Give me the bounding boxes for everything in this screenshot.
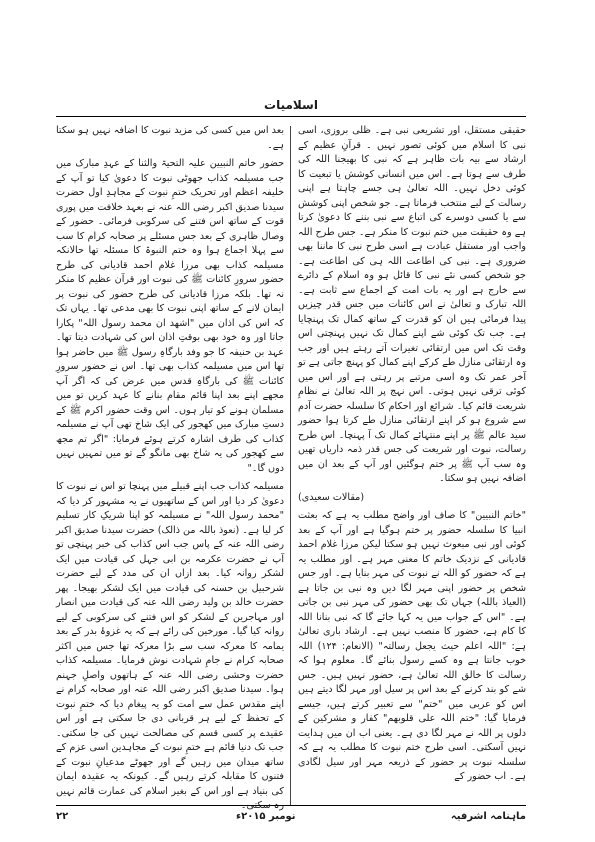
source-citation: (مقالات سعیدی) (298, 491, 365, 503)
right-paragraph-2: "خاتم النبیین" کا صاف اور واضح مطلب یہ ہے کہ بعثت انبیا کا سلسلہ حضور پر ختم ہوگیا ہے اور آپ کے بعد کوئی اور نبی مبعوث نہیں ہو سکتا لیکن مرزا غلام احمد قادیانی کے نزدیک خاتم کا معنی مہر ہے۔ اور مطلب یہ ہے کہ حضور کو اللہ نے نبوت کی مہر بنایا ہے۔ اور جس شخص پر حضور اپنی مہر لگا دیں وہ نبی بن جاتا ہے (العیاذ باللہ) جہاں تک بھی حضور کی مہر نبی بن جاتی ہے۔ "اس کے جواب میں یہ کہا جائے گا کہ نبی بنانا اللہ کا کام ہے، حضور کا منصب نہیں ہے۔ ارشاد باری تعالیٰ ہے: "اللہ اعلم حیث یجعل رسالتہ" (الانعام: ۱۲۴) اللہ خوب جانتا ہے وہ کسے رسول بنائے گا۔ معلوم ہوا کہ رسالت کا خالق اللہ تعالیٰ ہے، حضور نہیں ہیں۔ جس شے کو بند کرنے کے بعد اس پر سیل اور مہر لگا دیتے ہیں اس کو عربی میں "ختم" سے تعبیر کرتے ہیں، جیسے فرمایا گیا: "ختم اللہ علی قلوبھم" کفار و مشرکین کے دلوں پر اللہ نے مہر لگا دی ہے۔ یعنی اب ان میں ہدایت نہیں آسکتی۔ اسی طرح ختم نبوت کا مطلب یہ ہے کہ سلسلہ نبوت پر حضور کے ذریعہ مہر اور سیل لگادی ہے۔ اب حضور کے (298, 510, 526, 782)
page-footer (56, 805, 526, 828)
left-paragraph-1: بعد اس میں کسی کی مزید نبوت کا اضافہ نہیں ہو سکتا ہے۔ (56, 125, 284, 151)
issue-date: نومبر ۲۰۱۵ء (236, 811, 296, 822)
right-paragraph-1: حقیقی مستقل، اور تشریعی نبی ہے۔ ظلی بروزی، اسی نبی کا اسلام میں کوئی تصور نہیں ۔ قرآنِ عظیم کے ارشاد سے بیہ بات ظاہر ہے کہ نبی کا بھیجنا اللہ کی طرف سے ہوتا ہے۔ اس میں انسانی کوشش یا تبعیت کا کوئی دخل نہیں۔ اللہ تعالیٰ ہی جسے چاہتا ہے اپنی رسالت کے لیے منتخب فرماتا ہے۔ جو شخص اپنی کوشش سے یا کسی دوسرے کی اتباع سے نبی بننے کا دعویٰ کرتا ہے وہ حقیقت میں ختم نبوت کا منکر ہے۔ جس طرح اللہ واجب اور مستقل عبادت ہے اسی طرح نبی کا ماننا بھی ضروری ہے۔ نبی کی اطاعت اللہ ہی کی اطاعت ہے۔ جو شخص کسی نئے نبی کا قائل ہو وہ اسلام کے دائرے سے خارج ہے اور یہ بات امت کے اجماع سے ثابت ہے۔ اللہ تبارک و تعالیٰ نے اس کائنات میں جس قدر چیزیں پیدا فرمائی ہیں ان کو قدرت کے ساتھ کمال تک پہنچایا ہے۔ جب تک کوئی شے اپنے کمال تک نہیں پہنچتی اس وقت تک اس میں ارتقائی تغیرات آتے رہتے ہیں اور جب وہ ارتقائی منازل طے کرکے اپنے کمال کو پہنچ جاتی ہے تو آخر عمر تک وہ اسی مرتبے پر رہتی ہے اور اس میں کوئی ترقی نہیں ہوتی۔ اس نہج پر اللہ تعالیٰ نے نظامِ شریعت قائم کیا۔ شرائع اور احکام کا سلسلہ حضرت آدم سے شروع ہو کر اپنے ارتقائی منازل طے کرتا ہوا حضور سید عالم ﷺ پر اپنے منتہائے کمال تک آ پہنچا۔ اس طرح رسالت، نبوت اور شریعت کی جس قدر ذمہ داریاں تھیں وہ سب آپ ﷺ پر ختم ہوگئیں اور آپ کے بعد ان میں اضافہ نہیں ہو سکتا۔ (298, 125, 526, 484)
header-rule (56, 116, 526, 117)
left-paragraph-3: مسیلمہ کذاب جب اپنے قبیلے میں پہنچا تو اس نے نبوت کا دعویٰ کر دیا اور اس کے ساتھیوں نے یہ مشہور کر دیا کہ "محمد رسول اللہ" نے مسیلمہ کو اپنا شریکِ کار تسلیم کر لیا ہے۔ (نعوذ باللہ من ذالک) حضرت سیدنا صدیق اکبر رضی اللہ عنہ کے پاس جب اس کذاب کی خبر پہنچی تو آپ نے حضرت عکرمہ بن ابی جہل کی قیادت میں ایک لشکر روانہ کیا۔ بعد ازاں ان کی مدد کے لیے حضرت شرحبیل بن حسنہ کی قیادت میں ایک لشکر بھیجا۔ پھر حضرت خالد بن ولید رضی اللہ عنہ کی قیادت میں انصار اور مہاجرین کے لشکر کو اس فتنے کی سرکوبی کے لیے روانہ کیا گیا۔ مورخین کی رائے ہے کہ یہ غزوۂ بدر کے بعد یمامہ کا معرکہ سب سے بڑا معرکہ تھا جس میں اکثر صحابہ کرام نے جامِ شہادت نوش فرمایا۔ مسیلمہ کذاب حضرت وحشی رضی اللہ عنہ کے ہاتھوں واصلِ جہنم ہوا۔ سیدنا صدیق اکبر رضی اللہ عنہ اور صحابہ کرام نے اپنے مقدس عمل سے امت کو یہ پیغام دیا کہ ختمِ نبوت کے تحفظ کے لیے ہر قربانی دی جا سکتی ہے اور اس عقیدے پر کسی قسم کی مصالحت نہیں کی جا سکتی۔ جب تک دنیا قائم ہے ختمِ نبوت کے مجاہدین اسی عزم کے ساتھ میدان میں رہیں گے اور جھوٹے مدعیانِ نبوت کے فتنوں کا مقابلہ کرتے رہیں گے۔ کیونکہ یہ عقیدہ ایمان کی بنیاد ہے اور اس کے بغیر اسلام کی عمارت قائم نہیں رہ سکتی۔ (56, 481, 284, 811)
magazine-name: ماہنامہ اشرفیہ (450, 811, 526, 822)
left-column (56, 124, 284, 811)
left-paragraph-2: حضور خاتم النبیین علیہ التحیۃ والثنا کے عہدِ مبارک میں جب مسیلمہ کذاب جھوٹی نبوت کا دعویٰ کیا تو آپ کے خلیفہ اعظم اور تحریک ختمِ نبوت کے مجاہدِ اول حضرت سیدنا صدیق اکبر رضی اللہ عنہ نے بعہد خلافت میں پوری قوت کے ساتھ اس فتنے کی سرکوبی فرمائی۔ حضور کے وصال ظاہری کے بعد جس مسئلے پر صحابہ کرام کا سب سے پہلا اجماع ہوا وہ ختم النبوۃ کا مسئلہ تھا حالانکہ مسیلمہ کذاب بھی مرزا غلام احمد قادیانی کی طرح حضور سرورِ کائنات ﷺ کی نبوت اور قرآن عظیم کا منکر نہ تھا۔ بلکہ مرزا قادیانی کی طرح حضور کی نبوت پر ایمان لانے کے ساتھ اپنی نبوت کا بھی مدعی تھا۔ یہاں تک کہ اس کی اذان میں "اشھد ان محمد رسول اللہ" پکارا جاتا اور وہ خود بھی بوقتِ اذان اس کی شہادت دیتا تھا۔ عہد بن حنیفہ کا جو وفد بارگاہِ رسول ﷺ میں حاضر ہوا تھا اس میں مسیلمہ کذاب بھی تھا۔ اس نے حضور سرورِ کائنات ﷺ کی بارگاہِ قدس میں عرض کی کہ اگر آپ مجھے اپنے بعد اپنا قائم مقام بنانے کا عہد کریں تو میں مسلمان ہونے کو تیار ہوں۔ اس وقت حضور اکرم ﷺ کے دستِ مبارک میں کھجور کی ایک شاخ تھی آپ نے مسیلمہ کذاب کی طرف اشارہ کرتے ہوئے فرمایا: "اگر تم مجھ سے کھجور کی یہ شاخ بھی مانگو گے تو میں تمہیں نہیں دوں گا۔" (56, 158, 284, 474)
right-column (298, 124, 526, 804)
page-header (56, 96, 526, 126)
section-title: اسلامیات (264, 98, 318, 112)
column-divider (290, 126, 291, 806)
page-number: ۲۲ (56, 811, 69, 822)
text-columns (56, 124, 526, 811)
